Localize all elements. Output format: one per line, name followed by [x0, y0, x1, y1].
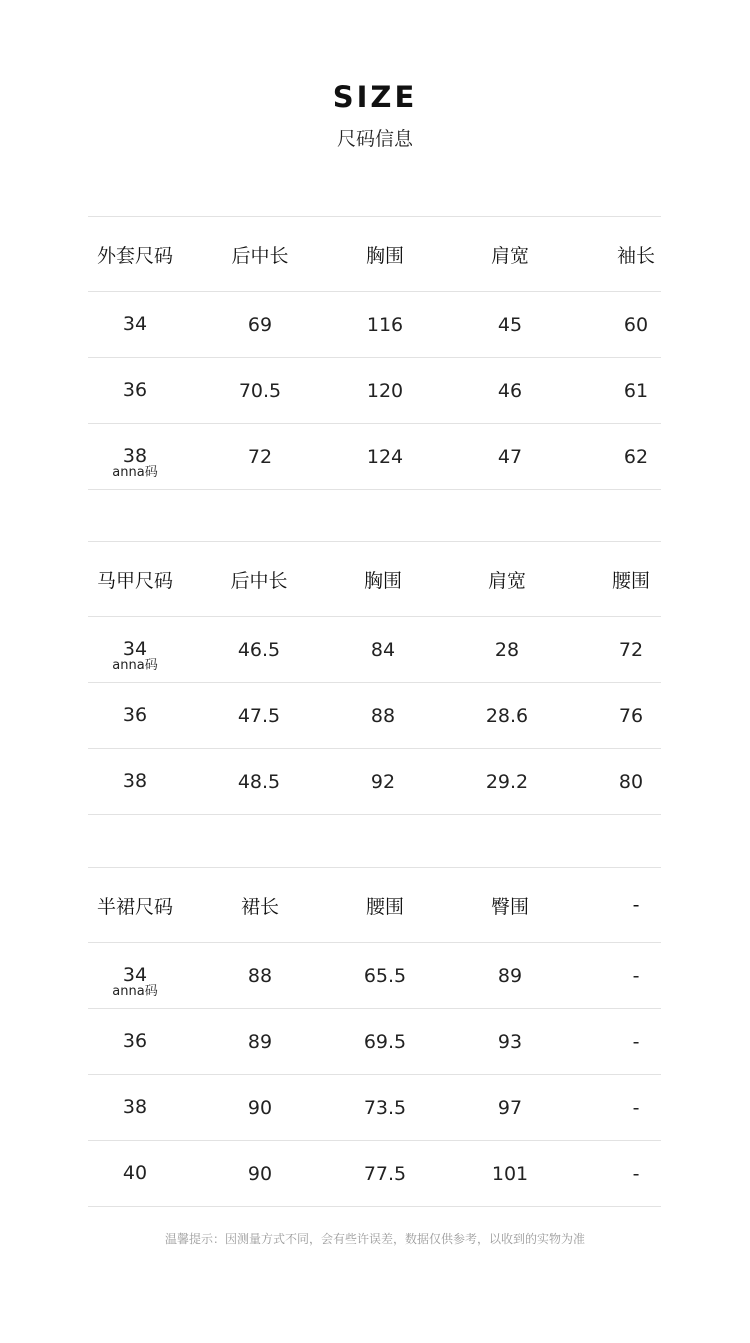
table-cell: 47.5 [237, 704, 281, 727]
table-cell: 88 [370, 704, 396, 727]
table-header-row [88, 867, 661, 943]
table-row [88, 424, 661, 490]
table-cell: 80 [618, 770, 644, 793]
table-cell: 72 [247, 445, 273, 468]
table-cell: 124 [366, 445, 404, 468]
table-cell: 101 [491, 1162, 529, 1185]
table-row [88, 1075, 661, 1141]
size-value: 36 [122, 1030, 148, 1052]
header-cell-hip: 臀围 [490, 895, 529, 918]
table-cell: 92 [370, 770, 396, 793]
table-cell: 72 [618, 638, 644, 661]
table-cell: 120 [366, 379, 404, 402]
table-header-row [88, 541, 661, 617]
table-cell: 76 [618, 704, 644, 727]
size-value: 40 [122, 1162, 148, 1184]
table-cell: - [632, 1096, 640, 1119]
table-cell: 116 [366, 313, 404, 336]
skirt-size-table [88, 867, 661, 1207]
table-cell: 93 [497, 1030, 523, 1053]
size-value: 34 [122, 313, 148, 335]
size-cell [85, 943, 185, 1008]
table-cell: 62 [623, 445, 649, 468]
header-cell-waist: 腰围 [365, 895, 404, 918]
table-cell: 89 [497, 964, 523, 987]
table-cell: 46.5 [237, 638, 281, 661]
size-cell [85, 358, 185, 423]
table-cell: 47 [497, 445, 523, 468]
size-cell [85, 1075, 185, 1140]
table-row [88, 749, 661, 815]
table-row [88, 617, 661, 683]
size-cell [85, 1009, 185, 1074]
table-cell: 61 [623, 379, 649, 402]
table-cell: 73.5 [363, 1096, 407, 1119]
page-subtitle: 尺码信息 [336, 128, 413, 150]
size-value: 36 [122, 704, 148, 726]
table-cell: 70.5 [238, 379, 282, 402]
table-cell: 84 [370, 638, 396, 661]
table-cell: 29.2 [485, 770, 529, 793]
size-cell [85, 749, 185, 814]
table-cell: - [632, 1030, 640, 1053]
table-cell: 46 [497, 379, 523, 402]
header-cell-chest: 胸围 [363, 569, 402, 592]
size-value: 34 [122, 638, 148, 660]
size-cell [85, 1141, 185, 1206]
table-cell: 69.5 [363, 1030, 407, 1053]
table-row [88, 943, 661, 1009]
header-cell-chest: 胸围 [365, 244, 404, 267]
size-value: 38 [122, 445, 148, 467]
table-cell: 28 [494, 638, 520, 661]
table-cell: 97 [497, 1096, 523, 1119]
table-header-row [88, 216, 661, 292]
size-value: 38 [122, 1096, 148, 1118]
header-cell-size: 半裙尺码 [96, 895, 173, 918]
table-cell: 60 [623, 313, 649, 336]
table-cell: 28.6 [485, 704, 529, 727]
header-cell-sleeve: 袖长 [616, 244, 655, 267]
table-cell: 45 [497, 313, 523, 336]
header-cell-shoulder: 肩宽 [490, 244, 529, 267]
header-cell-waist: 腰围 [611, 569, 650, 592]
table-cell: 90 [247, 1162, 273, 1185]
table-row [88, 292, 661, 358]
page-title: SIZE [332, 80, 418, 114]
table-cell: 89 [247, 1030, 273, 1053]
vest-size-table [88, 541, 661, 815]
header-cell-size: 外套尺码 [96, 244, 173, 267]
size-note: anna码 [112, 984, 158, 999]
table-cell: - [632, 964, 640, 987]
size-note: anna码 [112, 465, 158, 480]
header-cell-size: 马甲尺码 [96, 569, 173, 592]
header-cell-empty: - [632, 894, 640, 916]
table-cell: 88 [247, 964, 273, 987]
table-cell: 90 [247, 1096, 273, 1119]
size-cell [85, 617, 185, 682]
table-row [88, 1009, 661, 1075]
size-value: 36 [122, 379, 148, 401]
table-cell: 77.5 [363, 1162, 407, 1185]
measurement-disclaimer: 温馨提示：因测量方式不同，会有些许误差，数据仅供参考，以收到的实物为准 [164, 1232, 585, 1246]
size-cell [85, 424, 185, 489]
size-cell [85, 292, 185, 357]
size-note: anna码 [112, 658, 158, 673]
size-value: 34 [122, 964, 148, 986]
table-row [88, 683, 661, 749]
table-cell: - [632, 1162, 640, 1185]
size-value: 38 [122, 770, 148, 792]
header-cell-back-length: 后中长 [230, 569, 288, 592]
coat-size-table [88, 216, 661, 490]
header-cell-back-length: 后中长 [231, 244, 289, 267]
header-cell-shoulder: 肩宽 [487, 569, 526, 592]
table-row [88, 1141, 661, 1207]
table-cell: 65.5 [363, 964, 407, 987]
table-cell: 69 [247, 313, 273, 336]
table-cell: 48.5 [237, 770, 281, 793]
table-row [88, 358, 661, 424]
header-cell-skirt-length: 裙长 [240, 895, 279, 918]
size-cell [85, 683, 185, 748]
